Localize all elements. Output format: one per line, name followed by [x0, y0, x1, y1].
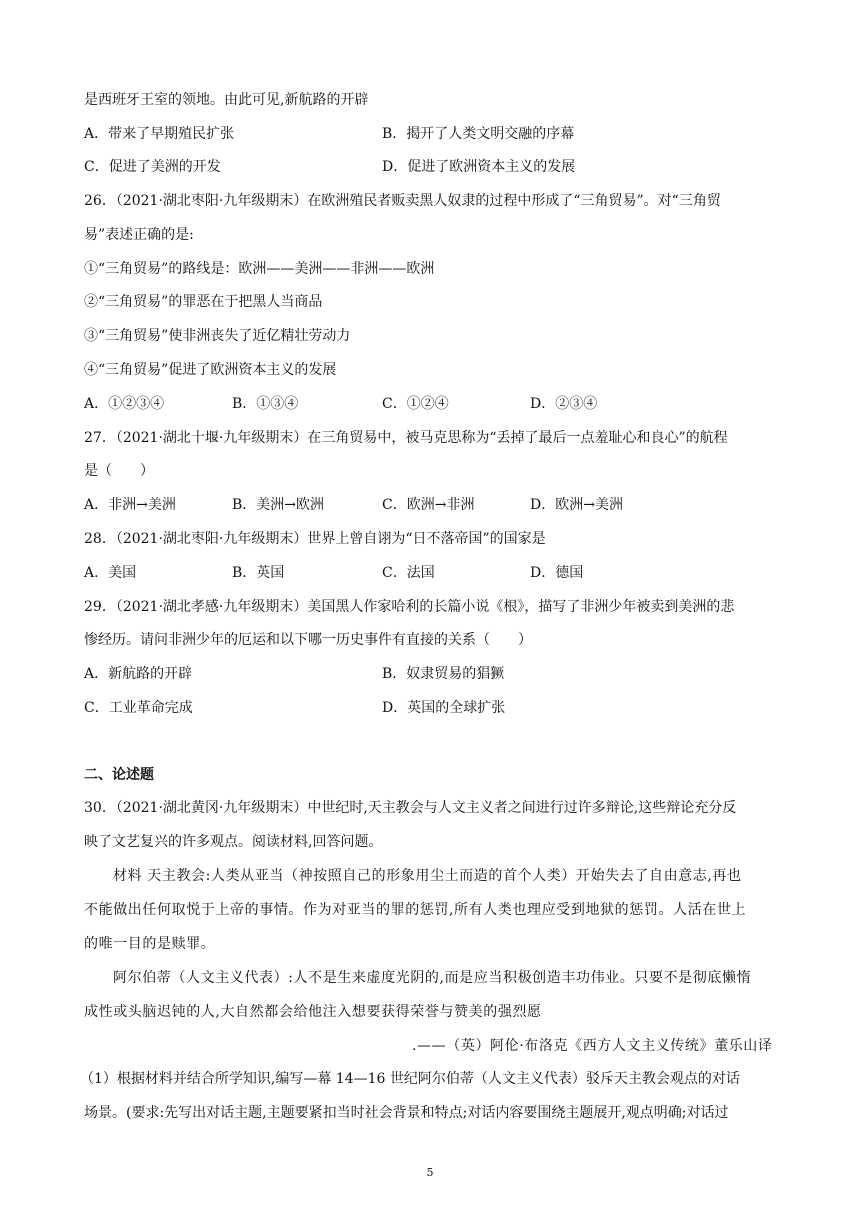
- q26-stem-line1: 26．（2021·湖北枣阳·九年级期末）在欧洲殖民者贩卖黑人奴隶的过程中形成了“三角贸易”。对“三角贸: [84, 193, 721, 209]
- q30-material-source: .——（英）阿伦·布洛克《西方人文主义传统》董乐山译: [412, 1038, 773, 1054]
- q30-stem-line1: 30．（2021·湖北黄冈·九年级期末）中世纪时,天主教会与人文主义者之间进行过许多辩论,这些辩论充分反: [84, 800, 737, 816]
- q29-stem-line1: 29．（2021·湖北孝感·九年级期末）美国黑人作家哈利的长篇小说《根》，描写了非洲少年被卖到美洲的悲: [84, 599, 735, 615]
- q25-option-b: B．揭开了人类文明交融的序幕: [382, 126, 575, 142]
- q27-option-b: B．美洲→欧洲: [232, 497, 325, 513]
- q30-sub1-line2: 场景。(要求:先写出对话主题,主题要紧扣当时社会背景和特点;对话内容要围绕主题展开,观点明确;对话过: [84, 1105, 729, 1121]
- q28-stem-line1: 28．（2021·湖北枣阳·九年级期末）世界上曾自诩为“日不落帝国”的国家是: [84, 531, 546, 547]
- q25-stem-tail: 是西班牙王室的领地。由此可见,新航路的开辟: [84, 92, 369, 108]
- q27-stem-line2: 是（ ）: [84, 463, 154, 479]
- q29-option-c: C．工业革命完成: [84, 700, 193, 716]
- q26-item-2: ②“三角贸易”的罪恶在于把黑人当商品: [84, 294, 323, 310]
- q25-option-c: C．促进了美洲的开发: [84, 159, 221, 175]
- q26-option-c: C．①②④: [382, 396, 449, 412]
- q26-option-d: D．②③④: [530, 396, 598, 412]
- q26-stem-line2: 易”表述正确的是:: [84, 227, 194, 243]
- q30-material-line1: 材料 天主教会:人类从亚当（神按照自己的形象用尘土而造的首个人类）开始失去了自由意志,再也: [113, 868, 742, 884]
- q29-option-a: A．新航路的开辟: [84, 666, 193, 682]
- q26-item-3: ③“三角贸易”使非洲丧失了近亿精壮劳动力: [84, 328, 351, 344]
- q26-item-1: ①“三角贸易”的路线是：欧洲——美洲——非洲——欧洲: [84, 261, 435, 277]
- q30-material-line3: 的唯一目的是赎罪。: [84, 936, 216, 952]
- q30-material-line4: 阿尔伯蒂（人文主义代表）:人不是生来虚度光阴的,而是应当积极创造丰功伟业。只要不是彻底懒惰: [113, 970, 752, 986]
- q30-material-line5: 成性或头脑迟钝的人,大自然都会给他注入想要获得荣誉与赞美的强烈愿: [84, 1004, 542, 1020]
- q26-option-a: A．①②③④: [84, 396, 165, 412]
- q30-sub1-line1: （1）根据材料并结合所学知识,编写—幕 14—16 世纪阿尔伯蒂（人文主义代表）驳斥天主教会观点的对话: [80, 1071, 740, 1087]
- page-number: 5: [426, 1166, 434, 1179]
- q25-option-a: A．带来了早期殖民扩张: [84, 126, 235, 142]
- q28-option-c: C．法国: [382, 565, 435, 581]
- q29-option-d: D．英国的全球扩张: [382, 700, 506, 716]
- q28-option-d: D．德国: [530, 565, 584, 581]
- q29-stem-line2: 惨经历。请问非洲少年的厄运和以下哪一历史事件有直接的关系（ ）: [84, 632, 532, 648]
- q28-option-b: B．英国: [232, 565, 285, 581]
- q30-stem-line2: 映了文艺复兴的许多观点。阅读材料,回答问题。: [84, 834, 383, 850]
- q28-option-a: A．美国: [84, 565, 137, 581]
- q27-option-d: D．欧洲→美洲: [530, 497, 623, 513]
- q27-option-c: C．欧洲→非洲: [382, 497, 475, 513]
- q26-option-b: B．①③④: [232, 396, 299, 412]
- q25-option-d: D．促进了欧洲资本主义的发展: [382, 159, 576, 175]
- q27-option-a: A．非洲→美洲: [84, 497, 176, 513]
- section-title: 二、论述题: [84, 767, 154, 783]
- q29-option-b: B．奴隶贸易的猖獗: [382, 666, 505, 682]
- q27-stem-line1: 27．（2021·湖北十堰·九年级期末）在三角贸易中，被马克思称为“丢掉了最后一点羞耻心和良心”的航程: [84, 430, 728, 446]
- q30-material-line2: 不能做出任何取悦于上帝的事情。作为对亚当的罪的惩罚,所有人类也理应受到地狱的惩罚。人活在世上: [84, 902, 747, 918]
- q26-item-4: ④“三角贸易”促进了欧洲资本主义的发展: [84, 362, 337, 378]
